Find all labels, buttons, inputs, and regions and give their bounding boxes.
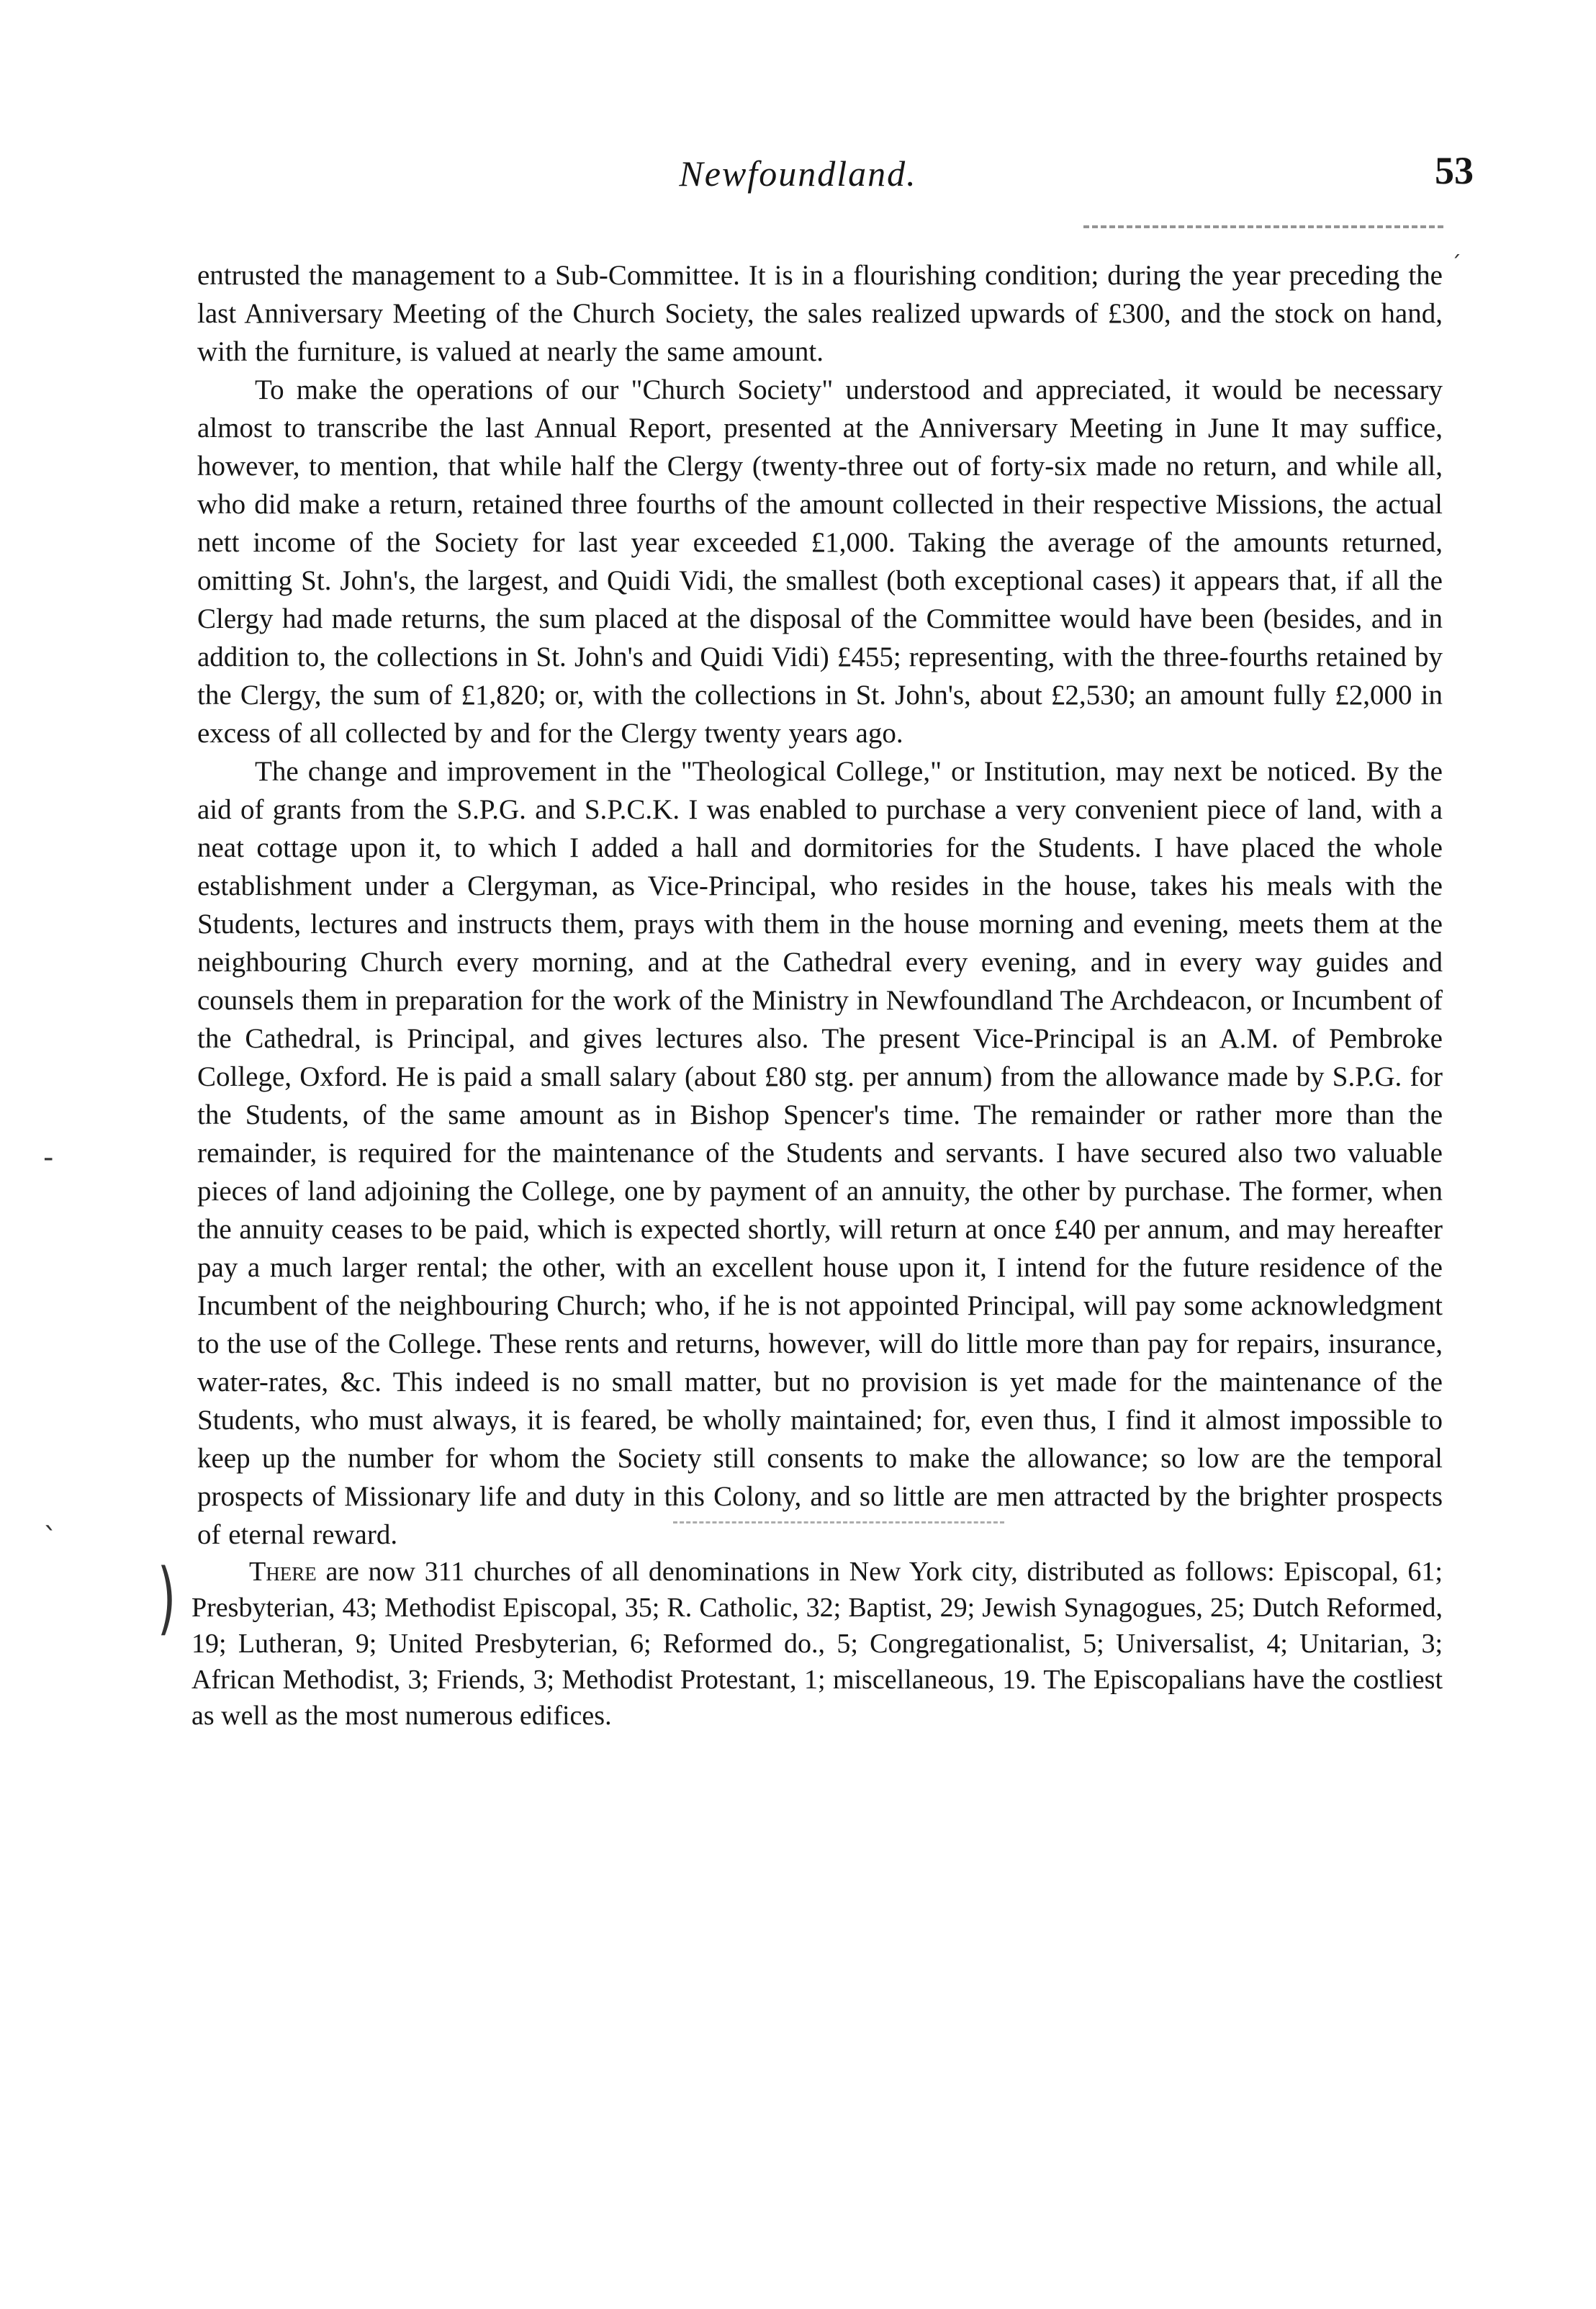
footnote-paragraph: [191, 1554, 1443, 1734]
footnote-text: are now 311 churches of all denominations in New York city, distributed as follows: Episcopal, 61; Presbyterian, 43; Methodist Episcopal, 35; R. Catholic, 32; Baptist, 29; Jewish Synagogues, 25; Dutch Reformed, 19; Lutheran, 9; United Presbyterian, 6; Reformed do., 5; Congregationalist, 5; Universalist, 4; Unitarian, 3; African Methodist, 3; Friends, 3; Methodist Protestant, 1; miscellaneous, 19. The Episcopalians have the costliest as well as the most numerous edifices.: [191, 1557, 1443, 1731]
margin-dash-mark: ‐: [43, 1141, 54, 1174]
paragraph-3: The change and improvement in the "Theological College," or Institution, may next be noticed. By the aid of grants from the S.P.G. and S.P.C.K. I was enabled to purchase a very convenient piece of land, with a neat cottage upon it, to which I added a hall and dormitories for the Students. I have placed the whole establishment under a Clergyman, as Vice-Principal, who resides in the house, takes his meals with the Students, lectures and instructs them, prays with them in the house morning and evening, meets them at the neighbouring Church every morning, and at the Cathedral every evening, and in every way guides and counsels them in preparation for the work of the Ministry in Newfoundland The Archdeacon, or Incumbent of the Cathedral, is Principal, and gives lectures also. The present Vice-Principal is an A.M. of Pembroke College, Oxford. He is paid a small salary (about £80 stg. per annum) from the allowance made by S.P.G. for the Students, of the same amount as in Bishop Spencer's time. The remainder or rather more than the remainder, is required for the maintenance of the Students and servants. I have secured also two valuable pieces of land adjoining the College, one by payment of an annuity, the other by purchase. The former, when the annuity ceases to be paid, which is expected shortly, will return at once £40 per annum, and may hereafter pay a much larger rental; the other, with an excellent house upon it, I intend for the future residence of the Incumbent of the neighbouring Church; who, if he is not appointed Principal, will pay some acknowledgment to the use of the College. These rents and returns, however, will do little more than pay for repairs, insurance, water-rates, &c. This indeed is no small matter, but no provision is yet made for the maintenance of the Students, who must always, it is feared, be wholly maintained; for, even thus, I find it almost impossible to keep up the number for whom the Society still consents to make the allowance; so low are the temporal prospects of Missionary life and duty in this Colony, and so little are men attracted by the brighter prospects of eternal reward.: [197, 756, 1443, 1550]
margin-tick-mark: ˊ: [1451, 252, 1461, 277]
page-number: 53: [1435, 149, 1474, 192]
paragraph-1: entrusted the management to a Sub-Committee. It is in a flourishing condition; during the year preceding the last Anniversary Meeting of the Church Society, the sales realized upwards of £300, and the stock on hand, with the furniture, is valued at nearly the same amount.: [197, 260, 1443, 367]
section-divider: [673, 1521, 1004, 1523]
margin-dash-mark: ˎ: [43, 1498, 58, 1531]
header-rule: [1083, 225, 1443, 228]
footnote-block: [191, 1554, 1443, 1734]
paragraph-2: To make the operations of our "Church Society" understood and appreciated, it would be necessary almost to transcribe the last Annual Report, presented at the Anniversary Meeting in June It may suffice, however, to mention, that while half the Clergy (twenty-three out of forty-six made no return, and while all, who did make a return, retained three fourths of the amount collected in their respective Missions, the actual nett income of the Society for last year exceeded £1,000. Taking the average of the amounts returned, omitting St. John's, the largest, and Quidi Vidi, the smallest (both exceptional cases) it appears that, if all the Clergy had made returns, the sum placed at the disposal of the Committee would have been (besides, and in addition to, the collections in St. John's and Quidi Vidi) £455; representing, with the three-fourths retained by the Clergy, the sum of £1,820; or, with the collections in St. John's, about £2,530; an amount fully £2,000 in excess of all collected by and for the Clergy twenty years ago.: [197, 374, 1443, 749]
running-head-title: Newfoundland.: [679, 153, 917, 194]
footnote-lead-word: There: [249, 1557, 317, 1587]
main-text-block: [197, 256, 1443, 1554]
margin-bracket-mark: ): [157, 1552, 176, 1644]
